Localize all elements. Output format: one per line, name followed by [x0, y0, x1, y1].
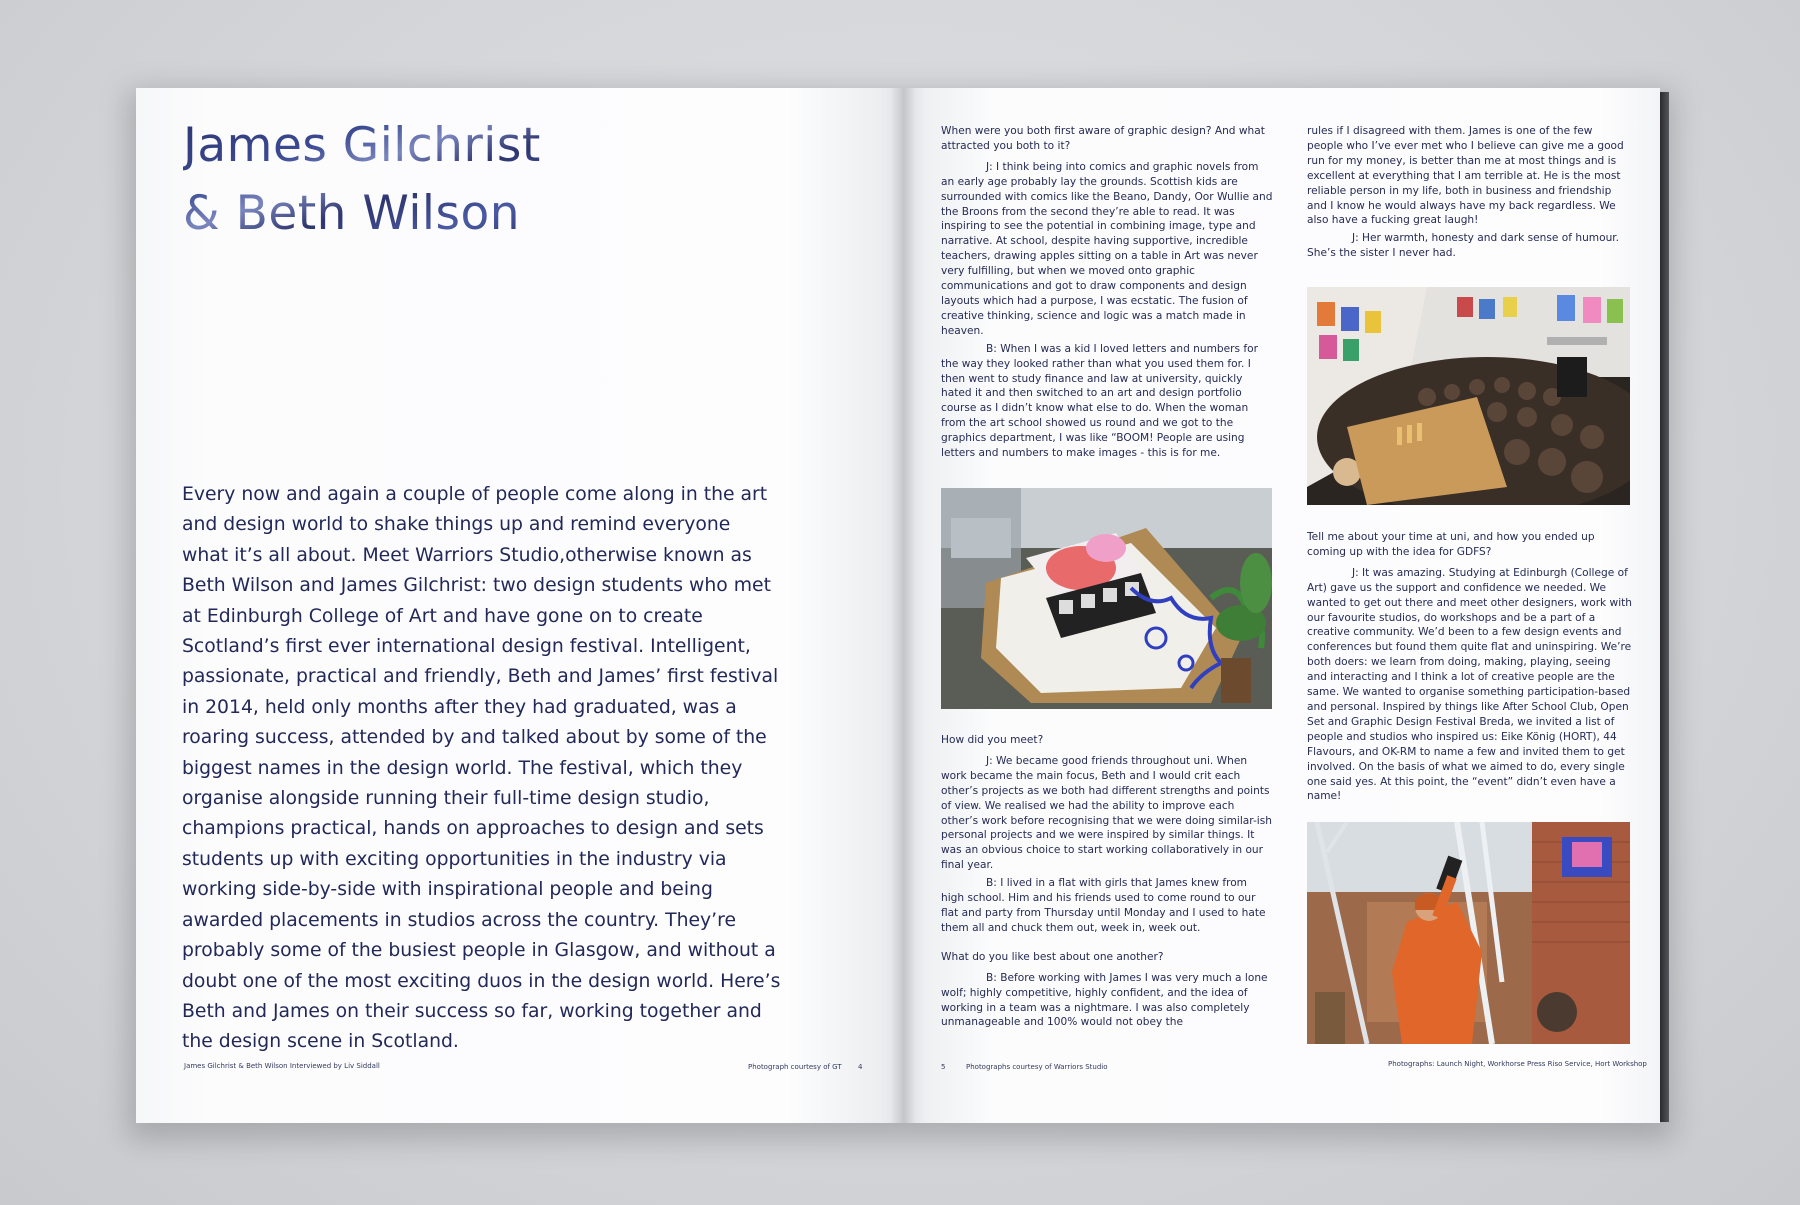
photo-riso-prints: [941, 488, 1272, 709]
page-edge: [1660, 92, 1669, 1122]
question-1: When were you both first aware of graphic design? And what attracted you both to it?: [941, 125, 1265, 152]
page-number-left: 4: [858, 1063, 863, 1071]
title-line-1: James Gilchrist: [183, 118, 541, 173]
column-2-middle: [1307, 530, 1633, 807]
answer-1-james: J: I think being into comics and graphic novels from an early age probably lay the grounds. Scottish kids are surrounded with comics like the Beano, Dandy, Oor Wullie and the Broons from the second they’re able to read. It was inspiring to see the potential in combining image, type and narrative. At school, despite having supportive, incredible teachers, drawing apples sitting on a table in Art was never very fulfilling, but when we moved onto graphic communications and got to draw components and design layouts which had a purpose, I was ecstatic. The fusion of creative thinking, science and logic was a match made in heaven.: [941, 160, 1273, 337]
photo-hort-workshop: [1307, 822, 1630, 1044]
photo-launch-night: [1307, 287, 1630, 505]
interview-credit: James Gilchrist & Beth Wilson Interviewed by Liv Siddall: [184, 1062, 380, 1070]
answer-3-beth-continued: rules if I disagreed with them. James is one of the few people who I’ve ever met who I believe can give me a good run for my money, is better than me at most things and is excellent at everything that I am terrible at. He is the most reliable person in my life, both in business and friendship and I know he would always have my back regardless. We also have a fucking great laugh!: [1307, 125, 1624, 227]
answer-2-beth: B: I lived in a flat with girls that James knew from high school. Him and his friends used to come round to our flat and party from Thursday until Monday and I used to hate them all and chuck them out, week in, week out.: [941, 877, 1266, 934]
page-number-right: 5: [941, 1063, 946, 1071]
answer-4-james: J: It was amazing. Studying at Edinburgh (College of Art) gave us the support and confidence we needed. We wanted to get out there and meet other designers, work with our favourite studios, do workshops and be a part of a creative community. We’d been to a few design events and conferences but found them quite flat and uninspiring. We’re both doers: we learn from doing, making, playing, seeing and interacting and I think a lot of creative people are the same. We wanted to organise something participation-based and personal. Inspired by things like After School Club, Open Set and Graphic Design Festival Breda, we invited a list of people and studios who inspired us: Eike König (HORT), 44 Flavours, and OK-RM to name a few and invited them to get involved. On the basis of what we aimed to do, every single one said yes. At this point, the “event” didn’t even have a name!: [1307, 566, 1633, 803]
answer-3-beth: B: Before working with James I was very much a lone wolf; highly competitive, highly confident, and the idea of working in a team was a nightmare. I was also completely unmanageable and 100% would not obey the: [941, 971, 1268, 1029]
question-3: What do you like best about one another?: [941, 950, 1164, 963]
riso-prints-illustration: [941, 488, 1272, 709]
answer-3-james: J: Her warmth, honesty and dark sense of humour. She’s the sister I never had.: [1307, 232, 1620, 260]
question-4: Tell me about your time at uni, and how you ended up coming up with the idea for GDFS?: [1307, 531, 1595, 558]
workshop-illustration: [1307, 822, 1630, 1044]
intro-paragraph: Every now and again a couple of people come along in the art and design world to shake things up and remind everyone what it’s all about. Meet Warriors Studio,otherwise known as Beth Wilson and James Gilchrist: two design students who met at Edinburgh College of Art and have gone on to create Scotland’s first ever international design festival. Intelligent, passionate, practical and friendly, Beth and James’ first festival in 2014, held only months after they had graduated, was a roaring success, attended by and talked about by some of the biggest names in the design world. The festival, which they organise alongside running their full-time design studio, champions practical, hands on approaches to design and sets students up with exciting opportunities in the industry via working side-by-side with inspirational people and being awarded placements in studios across the country. They’re probably some of the busiest people in Glasgow, and without a doubt one of the most exciting duos in the design world. Here’s Beth and James on their success so far, working together and the design scene in Scotland.: [182, 484, 781, 1053]
spine-gutter: [890, 88, 916, 1123]
question-2: How did you meet?: [941, 734, 1044, 746]
photo-captions-credit: Photographs: Launch Night, Workhorse Press Riso Service, Hort Workshop: [1388, 1060, 1647, 1068]
photo-credit-left-page: Photograph courtesy of GT: [748, 1063, 842, 1071]
launch-night-illustration: [1307, 287, 1630, 505]
title-line-2: & Beth Wilson: [183, 186, 520, 241]
column-1-top: [941, 124, 1273, 464]
article-title: [183, 112, 541, 248]
photo-credit-right-page: Photographs courtesy of Warriors Studio: [966, 1063, 1108, 1071]
column-2-top: [1307, 124, 1631, 264]
answer-2-james: J: We became good friends throughout uni. When work became the main focus, Beth and I would crit each other’s projects as we both had different strengths and points of view. We realised we had the ability to improve each other’s work before recognising that we were doing similar-ish personal projects and we were inspired by similar things. It was an obvious choice to start working collaboratively in our final year.: [941, 754, 1272, 872]
answer-1-beth: B: When I was a kid I loved letters and numbers for the way they looked rather than what you used them for. I then went to study finance and law at university, quickly hated it and then switched to an art and design portfolio course as I didn’t know what else to do. When the woman from the art school showed us round and we got to the graphics department, I was like “BOOM! People are using letters and numbers to make images - this is for me.: [941, 342, 1258, 460]
column-1-bottom: [941, 733, 1273, 1033]
